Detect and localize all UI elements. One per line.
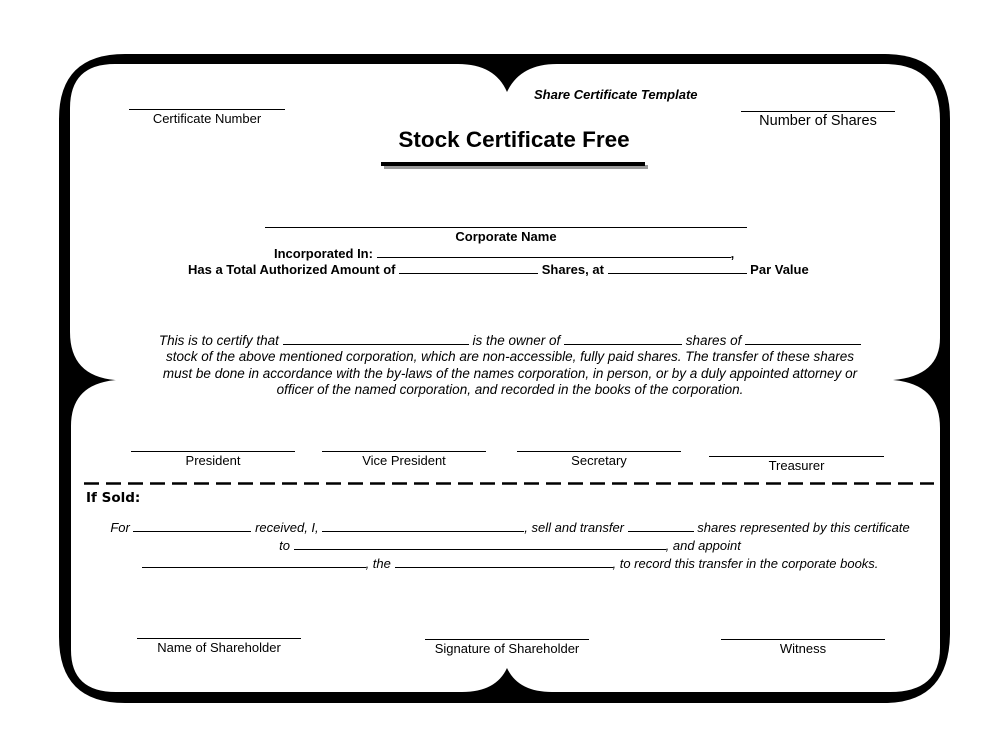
secretary-label: Secretary — [571, 453, 627, 468]
witness-signature-line[interactable] — [721, 639, 885, 640]
transfer-paragraph — [95, 518, 925, 572]
authorized-suffix: Par Value — [750, 262, 809, 277]
if-sold-heading: If Sold: — [86, 490, 141, 506]
vice-president-label: Vice President — [362, 453, 446, 468]
authorized-middle: Shares, at — [541, 262, 604, 277]
transfer-shares-blank — [628, 518, 694, 532]
corporation-name-blank — [395, 554, 613, 568]
seller-name-blank — [322, 518, 524, 532]
certify-line-4: officer of the named corporation, and recorded in the books of the corporation. — [276, 381, 744, 397]
authorized-amount-row — [188, 260, 809, 277]
certify-line-2: stock of the above mentioned corporation, which are non-accessible, fully paid shares. The transfer of these shares — [165, 349, 855, 365]
consideration-blank — [133, 518, 251, 532]
transfer-text-a: For — [110, 520, 130, 535]
transfer-line-3 — [95, 554, 925, 572]
buyer-name-blank — [294, 536, 666, 550]
certify-text-c: shares of — [685, 333, 742, 348]
attorney-name-blank — [142, 554, 366, 568]
secretary-signature-line[interactable] — [517, 451, 681, 452]
certify-line-1 — [130, 331, 890, 349]
witness-label: Witness — [779, 641, 827, 656]
president-signature-line[interactable] — [131, 451, 295, 452]
transfer-text-e: to — [279, 538, 291, 553]
certify-text-b: is the owner of — [472, 333, 561, 348]
number-of-shares-label: Number of Shares — [759, 113, 877, 129]
shareholder-signature-line[interactable] — [425, 639, 589, 640]
authorized-prefix: Has a Total Authorized Amount of — [188, 262, 396, 277]
par-value-blank — [608, 260, 747, 274]
transfer-line-2 — [95, 536, 925, 554]
treasurer-label: Treasurer — [768, 458, 825, 473]
transfer-text-b: received, I, — [255, 520, 319, 535]
signature-of-shareholder-label: Signature of Shareholder — [434, 641, 580, 656]
incorporated-in-label: Incorporated In: — [274, 246, 373, 261]
transfer-text-h: , to record this transfer in the corporate books. — [612, 556, 879, 571]
certificate-number-label: Certificate Number — [152, 111, 262, 126]
name-of-shareholder-label: Name of Shareholder — [157, 640, 281, 655]
share-class-blank — [745, 331, 861, 345]
corporate-name-line — [265, 227, 747, 228]
transfer-line-1 — [95, 518, 925, 536]
vice-president-signature-line[interactable] — [322, 451, 486, 452]
share-count-blank — [564, 331, 682, 345]
certify-paragraph — [130, 331, 890, 398]
certificate-number-line — [129, 109, 285, 110]
incorporated-in-comma: , — [730, 246, 735, 261]
shareholder-name-line[interactable] — [137, 638, 301, 639]
incorporated-in-row — [274, 244, 734, 261]
incorporated-in-blank — [377, 244, 731, 258]
certify-line-3: must be done in accordance with the by-laws of the names corporation, in person, or by a duly appointed attorney or — [162, 365, 858, 381]
owner-name-blank — [283, 331, 469, 345]
template-label: Share Certificate Template — [534, 87, 698, 102]
authorized-amount-blank — [399, 260, 538, 274]
certify-text-a: This is to certify that — [158, 333, 279, 348]
number-of-shares-line — [741, 111, 895, 112]
transfer-text-c: , sell and transfer — [524, 520, 624, 535]
transfer-text-g: , the — [365, 556, 391, 571]
page-title: Stock Certificate Free — [398, 127, 630, 152]
corporate-name-label: Corporate Name — [455, 229, 557, 244]
treasurer-signature-line[interactable] — [709, 456, 884, 457]
president-label: President — [185, 453, 241, 468]
transfer-text-f: , and appoint — [665, 538, 741, 553]
transfer-text-d: shares represented by this certificate — [697, 520, 910, 535]
